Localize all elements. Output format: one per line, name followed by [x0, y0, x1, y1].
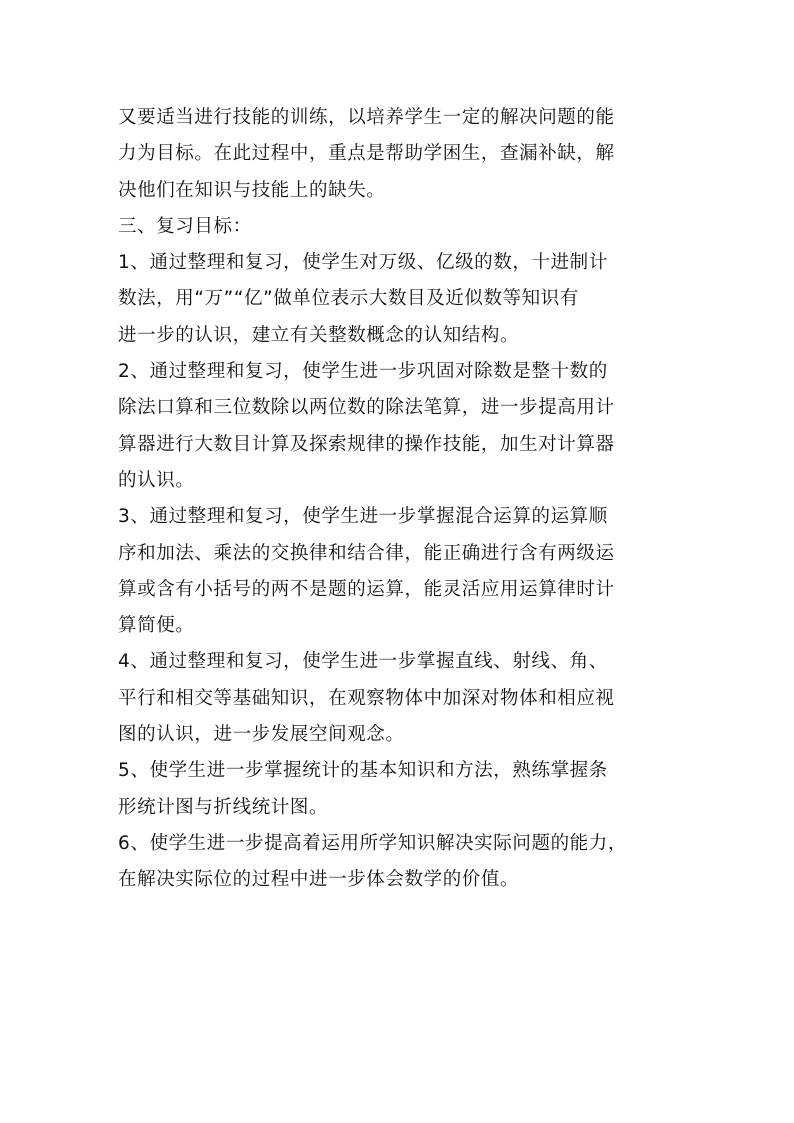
text-line: 在解决实际位的过程中进一步体会数学的价值。	[118, 869, 520, 891]
text-line: 2、通过整理和复习，使学生进一步巩固对除数是整十数的	[118, 361, 608, 383]
text-line: 算或含有小括号的两不是题的运算，能灵活应用运算律时计	[118, 578, 615, 600]
text-line: 又要适当进行技能的训练，以培养学生一定的解决问题的能	[118, 107, 615, 128]
text-line: 5、使学生进一步掌握统计的基本知识和方法，熟练掌握条	[118, 760, 608, 782]
text-line: 除法口算和三位数除以两位数的除法笔算，进一步提高用计	[118, 397, 615, 419]
text-line: 数法，用“万”“亿”做单位表示大数目及近似数等知识有	[118, 288, 579, 310]
text-line: 力为目标。在此过程中，重点是帮助学困生，查漏补缺，解	[118, 143, 615, 165]
text-line: 的认识。	[118, 469, 195, 491]
text-line: 算简便。	[118, 615, 195, 637]
section-heading: 三、复习目标：	[118, 215, 252, 237]
text-line: 3、通过整理和复习，使学生进一步掌握混合运算的运算顺	[118, 506, 608, 528]
text-line: 算器进行大数目计算及探索规律的操作技能，加生对计算器	[118, 433, 615, 455]
body-text	[118, 100, 718, 899]
text-line: 图的认识，进一步发展空间观念。	[118, 724, 405, 746]
text-line: 形统计图与折线统计图。	[118, 796, 329, 818]
text-line: 决他们在知识与技能上的缺失。	[118, 179, 386, 201]
text-line: 4、通过整理和复习，使学生进一步掌握直线、射线、角、	[118, 651, 608, 673]
text-line: 进一步的认识，建立有关整数概念的认知结构。	[118, 324, 520, 346]
text-line: 6、使学生进一步提高着运用所学知识解决实际问题的能力，	[118, 832, 627, 854]
text-line: 序和加法、乘法的交换律和结合律，能正确进行含有两级运	[118, 542, 615, 564]
text-line: 平行和相交等基础知识，在观察物体中加深对物体和相应视	[118, 687, 615, 709]
text-line: 1、通过整理和复习，使学生对万级、亿级的数，十进制计	[118, 252, 608, 274]
